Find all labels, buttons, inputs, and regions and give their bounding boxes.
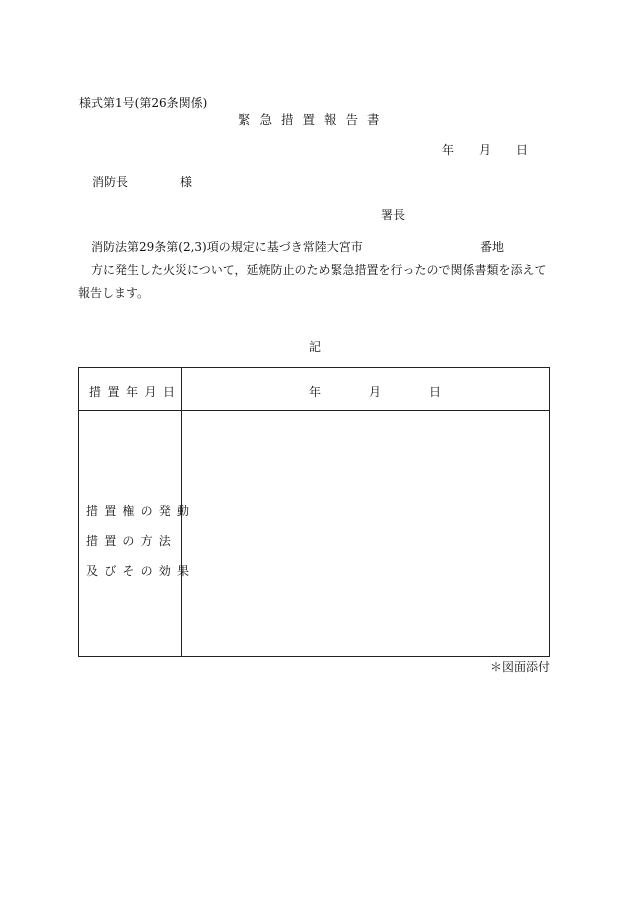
date-day-label: 日 — [516, 143, 529, 157]
measure-date-month: 月 — [369, 385, 382, 399]
document-title: 緊急措置報告書 — [238, 112, 389, 127]
addressee-honorific: 様 — [180, 175, 193, 189]
form-number: 様式第1号(第26条関係) — [79, 96, 208, 110]
body-line-1-text: 消防法第29条第(2,3)項の規定に基づき常陸大宮市 — [91, 240, 363, 254]
attachment-note: ＊図面添付 — [489, 660, 550, 674]
addressee-name: 消防長 — [92, 175, 129, 189]
measure-date-value — [309, 383, 441, 400]
measures-table — [78, 367, 550, 657]
body-line-2: 方に発生した火災について，延焼防止のため緊急措置を行ったので関係書類を添えて — [91, 263, 547, 277]
body-line-1 — [78, 236, 554, 259]
measures-label — [86, 496, 195, 586]
measures-label-line-1: 措置権の発動 — [86, 504, 196, 518]
addressee — [92, 173, 192, 190]
body-line-3: 報告します。 — [78, 286, 150, 300]
measure-date-year: 年 — [309, 385, 322, 399]
report-date-line — [442, 141, 528, 158]
date-year-label: 年 — [442, 143, 455, 157]
body-line-1-banchi: 番地 — [480, 240, 505, 254]
body-text — [78, 236, 554, 305]
measure-date-label: 措置年月日 — [89, 385, 182, 399]
measure-date-day: 日 — [429, 385, 442, 399]
measures-label-line-2: 措置の方法 — [86, 534, 178, 548]
sender: 署長 — [381, 208, 406, 222]
date-month-label: 月 — [479, 143, 492, 157]
ki-heading: 記 — [309, 340, 322, 354]
measures-label-line-3: 及びその効果 — [86, 564, 196, 578]
